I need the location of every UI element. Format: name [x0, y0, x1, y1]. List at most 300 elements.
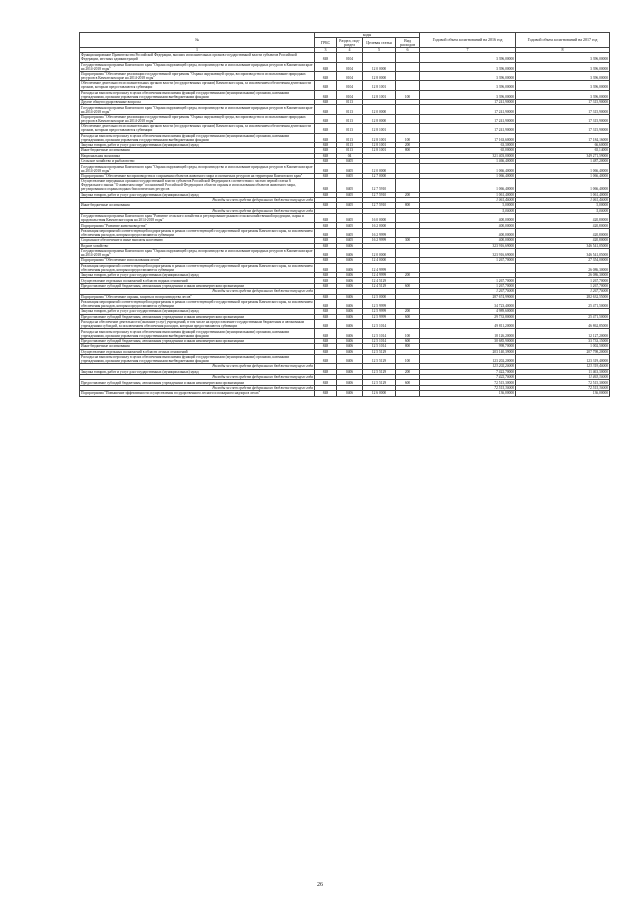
row-name: Подпрограмма "Обеспечение охраны, защиты и воспроизводства лесов"	[80, 294, 315, 299]
row-exp-type: 800	[396, 203, 420, 208]
row-grbs: 848	[315, 62, 337, 71]
row-value-2017: 1 267,70000	[516, 289, 610, 294]
row-name: Подпрограмма "Обеспечение реализации государственной программы "Охрана окружающей среды, воспроизводство и использование природных ресурсов в Камчатском крае на 2014-2018 годы"	[80, 71, 315, 80]
row-target: 12 5 9999	[363, 314, 396, 319]
col-num-1: 1	[80, 47, 315, 52]
row-section: 0113	[337, 142, 363, 147]
row-name: Расходы на выплаты персоналу в целях обеспечения выполнения функций государственными (муниципальными) органами, казенными учреждениями, органами управления государственными внебюджетными фондами	[80, 354, 315, 363]
row-name: Закупка товаров, работ и услуг для государственных (муниципальных) нужд	[80, 192, 315, 197]
row-name: Расходы за счет средств федерального бюджета текущего года	[80, 364, 315, 369]
row-grbs: 848	[315, 173, 337, 178]
row-name: Предоставление субсидий бюджетным, автономным учреждениям и иным некоммерческим организациям	[80, 380, 315, 385]
row-name: Иные бюджетные ассигнования	[80, 344, 315, 349]
row-target: 12 8 1001	[363, 133, 396, 142]
row-name: Обеспечение деятельности исполнительных органов власти (государственных органов) Камчатского края, за исключением обеспечения деятельности органов, которым предоставляются субвенции	[80, 124, 315, 133]
row-grbs: 848	[315, 114, 337, 123]
row-target	[363, 53, 396, 62]
row-grbs: 848	[315, 329, 337, 338]
row-value-2016: 3 396,00000	[420, 90, 516, 99]
row-name: Национальная экономика	[80, 153, 315, 158]
row-value-2017: 72 515,30000	[516, 385, 610, 390]
row-section: 0405	[337, 223, 363, 228]
row-value-2016: 400,00000	[420, 238, 516, 243]
row-section: 0406	[337, 344, 363, 349]
row-target: 12 4 5129	[363, 278, 396, 283]
row-grbs: 848	[315, 228, 337, 237]
row-section: 0405	[337, 179, 363, 192]
row-value-2016: 203 140,39000	[420, 349, 516, 354]
row-exp-type	[396, 105, 420, 114]
row-target: 12 8 0000	[363, 114, 396, 123]
row-value-2016	[420, 263, 516, 272]
row-section: 0405	[337, 159, 363, 164]
row-grbs: 848	[315, 273, 337, 278]
row-name: Закупка товаров, работ и услуг для государственных (муниципальных) нужд	[80, 369, 315, 374]
row-section: 0406	[337, 273, 363, 278]
row-value-2017: 5,00000	[516, 208, 610, 213]
row-section: 0405	[337, 214, 363, 223]
row-target: 12 8 1001	[363, 124, 396, 133]
table-row	[80, 90, 610, 99]
row-section: 0113	[337, 124, 363, 133]
row-target: 12 4 5129	[363, 283, 396, 288]
row-value-2016: 1 267,70000	[420, 258, 516, 263]
row-section: 0104	[337, 71, 363, 80]
row-value-2016: 17 163,60000	[420, 133, 516, 142]
row-section: 0406	[337, 314, 363, 319]
row-value-2016: 34 723,40000	[420, 299, 516, 308]
table-row	[80, 248, 610, 257]
row-target: 12 7 5910	[363, 203, 396, 208]
row-value-2016: 287 674,99000	[420, 294, 516, 299]
row-value-2016: 17 241,90000	[420, 124, 516, 133]
row-value-2016: 17 241,90000	[420, 105, 516, 114]
col-num-4: 4	[337, 47, 363, 52]
row-exp-type	[396, 214, 420, 223]
row-exp-type: 600	[396, 338, 420, 343]
row-name: Иные бюджетные ассигнования	[80, 203, 315, 208]
row-name: Государственная программа Камчатского края "Развитие сельского хозяйства и регулирование рынков сельскохозяйственной продукции, сырья и продовольствия Камчатского края на 2014-2018 годы"	[80, 214, 315, 223]
row-value-2017: 17 315,90000	[516, 105, 610, 114]
table-row	[80, 164, 610, 173]
row-exp-type	[396, 263, 420, 272]
row-grbs: 848	[315, 153, 337, 158]
row-value-2016: 1 061,40000	[420, 197, 516, 202]
row-value-2017: 420,80000	[516, 223, 610, 228]
row-grbs: 848	[315, 349, 337, 354]
row-value-2016: 72 515,30000	[420, 385, 516, 390]
row-target: 16 0 0000	[363, 214, 396, 223]
table-row	[80, 320, 610, 329]
row-target: 12 5 9999	[363, 309, 396, 314]
row-section: 0405	[337, 173, 363, 178]
header-exp-type: Вид расходов	[396, 38, 420, 47]
row-value-2016: 17 241,90000	[420, 114, 516, 123]
row-target: 12 4 9999	[363, 273, 396, 278]
row-target: 16 2 9999	[363, 228, 396, 237]
row-section: 0104	[337, 53, 363, 62]
row-section: 0113	[337, 100, 363, 105]
row-exp-type: 100	[396, 133, 420, 142]
row-value-2017: 11 463,30000	[516, 375, 610, 380]
row-grbs: 848	[315, 105, 337, 114]
row-value-2017: 33 733,15000	[516, 338, 610, 343]
row-target: 12 5 1014	[363, 344, 396, 349]
row-name: Государственная программа Камчатского края "Охрана окружающей среды, воспроизводство и использование природных ресурсов в Камчатском крае на 2014-2018 годы"	[80, 105, 315, 114]
col-num-8: 8	[516, 47, 610, 52]
col-num-5: 5	[363, 47, 396, 52]
row-section: 0406	[337, 278, 363, 283]
row-section: 0405	[337, 238, 363, 243]
header-target: Целевая статья	[363, 38, 396, 47]
row-grbs: 848	[315, 314, 337, 319]
row-value-2017: 3 396,00000	[516, 62, 610, 71]
row-value-2016: 123 202,20000	[420, 354, 516, 363]
row-section: 0406	[337, 354, 363, 363]
row-exp-type	[396, 391, 420, 396]
row-name: Расходы за счет средств федерального бюджета текущего года	[80, 375, 315, 380]
row-value-2016: 321 403,00000	[420, 153, 516, 158]
row-section: 0406	[337, 263, 363, 272]
row-exp-type: 200	[396, 142, 420, 147]
row-value-2016: 72 515,30000	[420, 380, 516, 385]
row-grbs: 848	[315, 100, 337, 105]
row-value-2017: 1 267,70000	[516, 283, 610, 288]
table-row	[80, 354, 610, 363]
row-grbs: 848	[315, 391, 337, 396]
row-value-2016: 1 466,40000	[420, 159, 516, 164]
row-grbs: 848	[315, 248, 337, 257]
row-exp-type: 200	[396, 309, 420, 314]
row-grbs: 848	[315, 278, 337, 283]
row-target: 12 6 0000	[363, 391, 396, 396]
table-row	[80, 179, 610, 192]
row-exp-type	[396, 124, 420, 133]
row-name: Государственная программа Камчатского края "Охрана окружающей среды, воспроизводство и использование природных ресурсов в Камчатском крае на 2014-2018 годы"	[80, 248, 315, 257]
row-value-2016: 3 396,00000	[420, 62, 516, 71]
row-section: 0406	[337, 248, 363, 257]
row-name: Подпрограмма "Обеспечение реализации государственной программы "Охрана окружающей среды, воспроизводство и использование природных ресурсов в Камчатском крае на 2014-2018 годы"	[80, 114, 315, 123]
row-exp-type	[396, 179, 420, 192]
row-grbs: 848	[315, 159, 337, 164]
row-grbs: 848	[315, 192, 337, 197]
table-row	[80, 391, 610, 396]
row-value-2016: 7 422,70000	[420, 369, 516, 374]
row-exp-type: 100	[396, 354, 420, 363]
row-target: 12 0 0000	[363, 105, 396, 114]
row-section: 0104	[337, 62, 363, 71]
row-section: 0405	[337, 192, 363, 197]
row-name: Расходы на выплаты персоналу в целях обеспечения выполнения функций государственными (муниципальными) органами, казенными учреждениями, органами управления государственными внебюджетными фондами	[80, 133, 315, 142]
row-target: 12 0 0000	[363, 248, 396, 257]
row-section: 0405	[337, 228, 363, 237]
table-row	[80, 263, 610, 272]
row-value-2017: 346 541,05000	[516, 248, 610, 257]
row-value-2016: 1 066,40000	[420, 179, 516, 192]
row-exp-type	[396, 62, 420, 71]
row-value-2016: 29 733,80000	[420, 314, 516, 319]
row-name: Социальное обеспечение и иные выплаты населению	[80, 238, 315, 243]
row-name: Закупка товаров, работ и услуг для государственных (муниципальных) нужд	[80, 142, 315, 147]
table-row	[80, 114, 610, 123]
row-grbs: 848	[315, 214, 337, 223]
row-exp-type: 800	[396, 344, 420, 349]
row-value-2016: 30 685,90000	[420, 338, 516, 343]
col-num-6: 6	[396, 47, 420, 52]
row-value-2017: 3 396,00000	[516, 53, 610, 62]
row-value-2017: 346 541,05000	[516, 243, 610, 248]
row-value-2016: 400,00000	[420, 223, 516, 228]
row-value-2017: 1 066,40000	[516, 164, 610, 173]
row-value-2016: 1 267,70000	[420, 283, 516, 288]
table-row	[80, 329, 610, 338]
header-grbs: ГРБС	[315, 38, 337, 47]
row-section: 0406	[337, 329, 363, 338]
row-grbs: 848	[315, 354, 337, 363]
row-value-2017: 66,60000	[516, 142, 610, 147]
row-target: 12 7 5910	[363, 192, 396, 197]
row-section: 0406	[337, 369, 363, 374]
row-name: Водное хозяйство	[80, 243, 315, 248]
row-name: Расходы за счет средств федерального бюджета текущего года	[80, 197, 315, 202]
row-exp-type	[396, 320, 420, 329]
row-value-2017: 420,80000	[516, 228, 610, 237]
row-grbs: 848	[315, 223, 337, 228]
row-name: Подпрограмма "Обеспечение использования лесов"	[80, 258, 315, 263]
row-exp-type: 100	[396, 329, 420, 338]
row-section: 0113	[337, 148, 363, 153]
row-value-2017: 17 184,16000	[516, 133, 610, 142]
row-target: 12 0 0000	[363, 62, 396, 71]
row-section: 0113	[337, 133, 363, 142]
row-target: 12 5 1014	[363, 320, 396, 329]
row-grbs: 848	[315, 369, 337, 374]
row-name: Обеспечение деятельности исполнительных органов власти (государственных органов) Камчатского края, за исключением обеспечения деятельности органов, которым предоставляются субвенции	[80, 81, 315, 90]
row-section: 0104	[337, 81, 363, 90]
row-grbs: 848	[315, 309, 337, 314]
row-value-2017: 5,00000	[516, 203, 610, 208]
table-row	[80, 105, 610, 114]
row-section: 0406	[337, 243, 363, 248]
row-grbs: 848	[315, 148, 337, 153]
row-name: Функционирование Правительства Российской Федерации, высших исполнительных органов государственной власти субъектов Российской Федерации, местных администраций	[80, 53, 315, 62]
row-value-2017: 123 319,40000	[516, 364, 610, 369]
table-row	[80, 228, 610, 237]
row-exp-type: 200	[396, 273, 420, 278]
row-name: Предоставление субсидий бюджетным, автономным учреждениям и иным некоммерческим организациям	[80, 283, 315, 288]
row-section: 0406	[337, 283, 363, 288]
row-value-2017: 420,80000	[516, 238, 610, 243]
table-row	[80, 62, 610, 71]
row-value-2016: 5,00000	[420, 203, 516, 208]
row-grbs: 848	[315, 243, 337, 248]
row-value-2016: 1 066,40000	[420, 164, 516, 173]
row-grbs: 848	[315, 81, 337, 90]
row-name: Подпрограмма "Обеспечение воспроизводства и сохранения объектов животного мира и охотничьих ресурсов на территории Камчатского края"	[80, 173, 315, 178]
row-name: Подпрограмма "Повышение эффективности осуществления государственного лесного и пожарного надзора в лесах"	[80, 391, 315, 396]
row-grbs: 848	[315, 344, 337, 349]
row-name: Сельское хозяйство и рыболовство	[80, 159, 315, 164]
row-exp-type	[396, 53, 420, 62]
row-grbs: 848	[315, 203, 337, 208]
row-name: Закупка товаров, работ и услуг для государственных (муниципальных) нужд	[80, 273, 315, 278]
row-name: Предоставление субсидий бюджетным, автономным учреждениям и иным некоммерческим организациям	[80, 314, 315, 319]
row-value-2017: 46 862,85000	[516, 320, 610, 329]
row-exp-type: 200	[396, 192, 420, 197]
row-exp-type	[396, 114, 420, 123]
row-target: 12 4 0000	[363, 258, 396, 263]
row-name: Расходы на обеспечение деятельности (оказание услуг) учреждений, в том числе на предоставление государственным бюджетным и автономным учреждениям субсидий, за исключением обеспечения расходов, которым предоставляются субвенции	[80, 320, 315, 329]
row-value-2016: 3 396,00000	[420, 81, 516, 90]
row-grbs: 848	[315, 133, 337, 142]
row-value-2017: 26 086,30000	[516, 273, 610, 278]
row-value-2016: 63,30000	[420, 142, 516, 147]
row-grbs: 848	[315, 294, 337, 299]
row-name: Расходы за счет средств федерального бюджета текущего года	[80, 289, 315, 294]
row-section: 0406	[337, 299, 363, 308]
row-target: 12 5 1014	[363, 329, 396, 338]
row-value-2016: 400,00000	[420, 214, 516, 223]
row-name: Расходы на выплаты персоналу в целях обеспечения выполнения функций государственными (муниципальными) органами, казенными учреждениями, органами управления государственными внебюджетными фондами	[80, 329, 315, 338]
row-name: Расходы на выплаты персоналу в целях обеспечения выполнения функций государственными (муниципальными) органами, казенными учреждениями, органами управления государственными внебюджетными фондами	[80, 90, 315, 99]
row-grbs: 848	[315, 238, 337, 243]
row-value-2017: 25 471,50000	[516, 299, 610, 308]
header-name: №	[80, 33, 315, 48]
table-body	[80, 53, 610, 396]
row-name: Реализация мероприятий соответствующей подпрограммы в рамках соответствующей государственной программы Камчатского края, за исключением обеспечения расходов, которым предоставляются субвенции	[81, 300, 313, 309]
page-number: 26	[317, 882, 323, 888]
row-section: 0406	[337, 391, 363, 396]
row-value-2016: 1 066,40000	[420, 173, 516, 178]
row-target: 16 2 9999	[363, 238, 396, 243]
row-section: 0406	[337, 349, 363, 354]
row-section: 0406	[337, 309, 363, 314]
row-exp-type	[396, 248, 420, 257]
row-value-2017: 17 315,90000	[516, 114, 610, 123]
row-name: Расходы за счет средств федерального бюджета текущего года	[80, 385, 315, 390]
col-num-7: 7	[420, 47, 516, 52]
row-exp-type	[396, 81, 420, 90]
row-target: 12 5 0000	[363, 294, 396, 299]
row-exp-type: 600	[396, 283, 420, 288]
row-grbs: 848	[315, 90, 337, 99]
row-grbs: 848	[315, 142, 337, 147]
row-grbs: 848	[315, 179, 337, 192]
col-num-3: 3	[315, 47, 337, 52]
row-grbs: 848	[315, 258, 337, 263]
row-value-2016: 17 241,90000	[420, 100, 516, 105]
row-target: 12 5 9999	[363, 299, 396, 308]
row-value-2016: 49 811,20000	[420, 320, 516, 329]
row-grbs: 848	[315, 283, 337, 288]
row-value-2016: 3 396,00000	[420, 71, 516, 80]
row-name: Государственная программа Камчатского края "Охрана окружающей среды, воспроизводство и использование природных ресурсов в Камчатском крае на 2014-2018 годы"	[80, 62, 315, 71]
row-target: 12 5 5129	[363, 354, 396, 363]
row-value-2017: 65,14000	[516, 148, 610, 153]
table-row	[80, 53, 610, 62]
row-grbs: 848	[315, 320, 337, 329]
row-exp-type: 600	[396, 314, 420, 319]
row-name: Предоставление субсидий бюджетным, автономным учреждениям и иным некоммерческим организациям	[80, 338, 315, 343]
row-value-2016: 65,00000	[420, 148, 516, 153]
header-codes-group: коды	[315, 33, 420, 38]
row-section: 0113	[337, 105, 363, 114]
row-name: Государственная программа Камчатского края "Охрана окружающей среды, воспроизводство и использование природных ресурсов в Камчатском крае на 2014-2018 годы"	[80, 164, 315, 173]
row-value-2016: 1 267,70000	[420, 278, 516, 283]
header-2016: Годовой объем ассигнований на 2016 год	[420, 33, 516, 48]
row-value-2016: 136,00000	[420, 391, 516, 396]
row-name: Расходы за счет средств федерального бюджета текущего года	[80, 208, 315, 213]
row-name: Другие общегосударственные вопросы	[80, 100, 315, 105]
row-grbs: 848	[315, 380, 337, 385]
row-target: 12 0 0000	[363, 164, 396, 173]
row-target: 16 2 0000	[363, 223, 396, 228]
table-row	[80, 133, 610, 142]
row-value-2017: 3 396,00000	[516, 90, 610, 99]
row-value-2017: 3 396,00000	[516, 81, 610, 90]
row-exp-type	[396, 164, 420, 173]
row-name: Реализация мероприятий соответствующей подпрограммы в рамках соответствующей государственной программы Камчатского края, за исключением обеспечения расходов, которым предоставляются субвенции	[81, 228, 313, 237]
row-target: 12 8 1001	[363, 90, 396, 99]
row-name: Осуществление отдельных полномочий в области водных отношений	[80, 278, 315, 283]
row-exp-type: 800	[396, 148, 420, 153]
row-value-2016: 323 916,69000	[420, 248, 516, 257]
row-value-2017: 1 487,20000	[516, 159, 610, 164]
row-value-2016: 18 126,20000	[420, 329, 516, 338]
row-name: Осуществление переданных органам государственной власти субъектов Российской Федерации в соответствии с частью первой статьи 6 Федерального закона "О животном мире" полномочий Российской Федерации в области охраны и использования объектов животного мира, регулирования и охраны водных биологических ресурсов	[80, 179, 315, 192]
row-value-2016: 400,00000	[420, 228, 516, 237]
budget-table	[79, 32, 610, 397]
row-value-2017: 12 127,20000	[516, 329, 610, 338]
row-value-2017: 1 061,40000	[516, 197, 610, 202]
row-value-2017: 420,80000	[516, 214, 610, 223]
row-exp-type: 200	[396, 369, 420, 374]
row-target: 12 8 1001	[363, 148, 396, 153]
row-value-2017: 1 061,40000	[516, 192, 610, 197]
row-value-2016: 998,70000	[420, 344, 516, 349]
row-value-2016: 5,00000	[420, 208, 516, 213]
row-value-2017: 27 354,00000	[516, 258, 610, 263]
table-row	[80, 299, 610, 308]
row-value-2017: 11 463,30000	[516, 369, 610, 374]
row-value-2016: 4 989,60000	[420, 309, 516, 314]
row-grbs: 848	[315, 71, 337, 80]
row-section: 04	[337, 153, 363, 158]
row-target: 12 5 5129	[363, 369, 396, 374]
row-section: 0406	[337, 294, 363, 299]
row-value-2017: 207 798,20000	[516, 349, 610, 354]
row-target: 12 4 9999	[363, 263, 396, 272]
row-value-2017: 17 315,90000	[516, 124, 610, 133]
row-exp-type	[396, 299, 420, 308]
row-value-2016: 7 422,70000	[420, 375, 516, 380]
row-exp-type	[396, 71, 420, 80]
row-section: 0406	[337, 338, 363, 343]
row-value-2016: 123 202,20000	[420, 364, 516, 369]
row-grbs: 848	[315, 263, 337, 272]
row-value-2017: 282 632,55000	[516, 294, 610, 299]
row-section: 0406	[337, 380, 363, 385]
header-2017: Годовой объем ассигнований на 2017 год	[516, 33, 610, 48]
row-value-2016: 3 396,00000	[420, 53, 516, 62]
row-target: 12 7 5910	[363, 179, 396, 192]
row-value-2017: 3 396,00000	[516, 71, 610, 80]
row-target: 12 5 5129	[363, 380, 396, 385]
row-value-2017: 136,00000	[516, 391, 610, 396]
table-row	[80, 214, 610, 223]
row-grbs: 848	[315, 53, 337, 62]
row-value-2017: 123 319,40000	[516, 354, 610, 363]
